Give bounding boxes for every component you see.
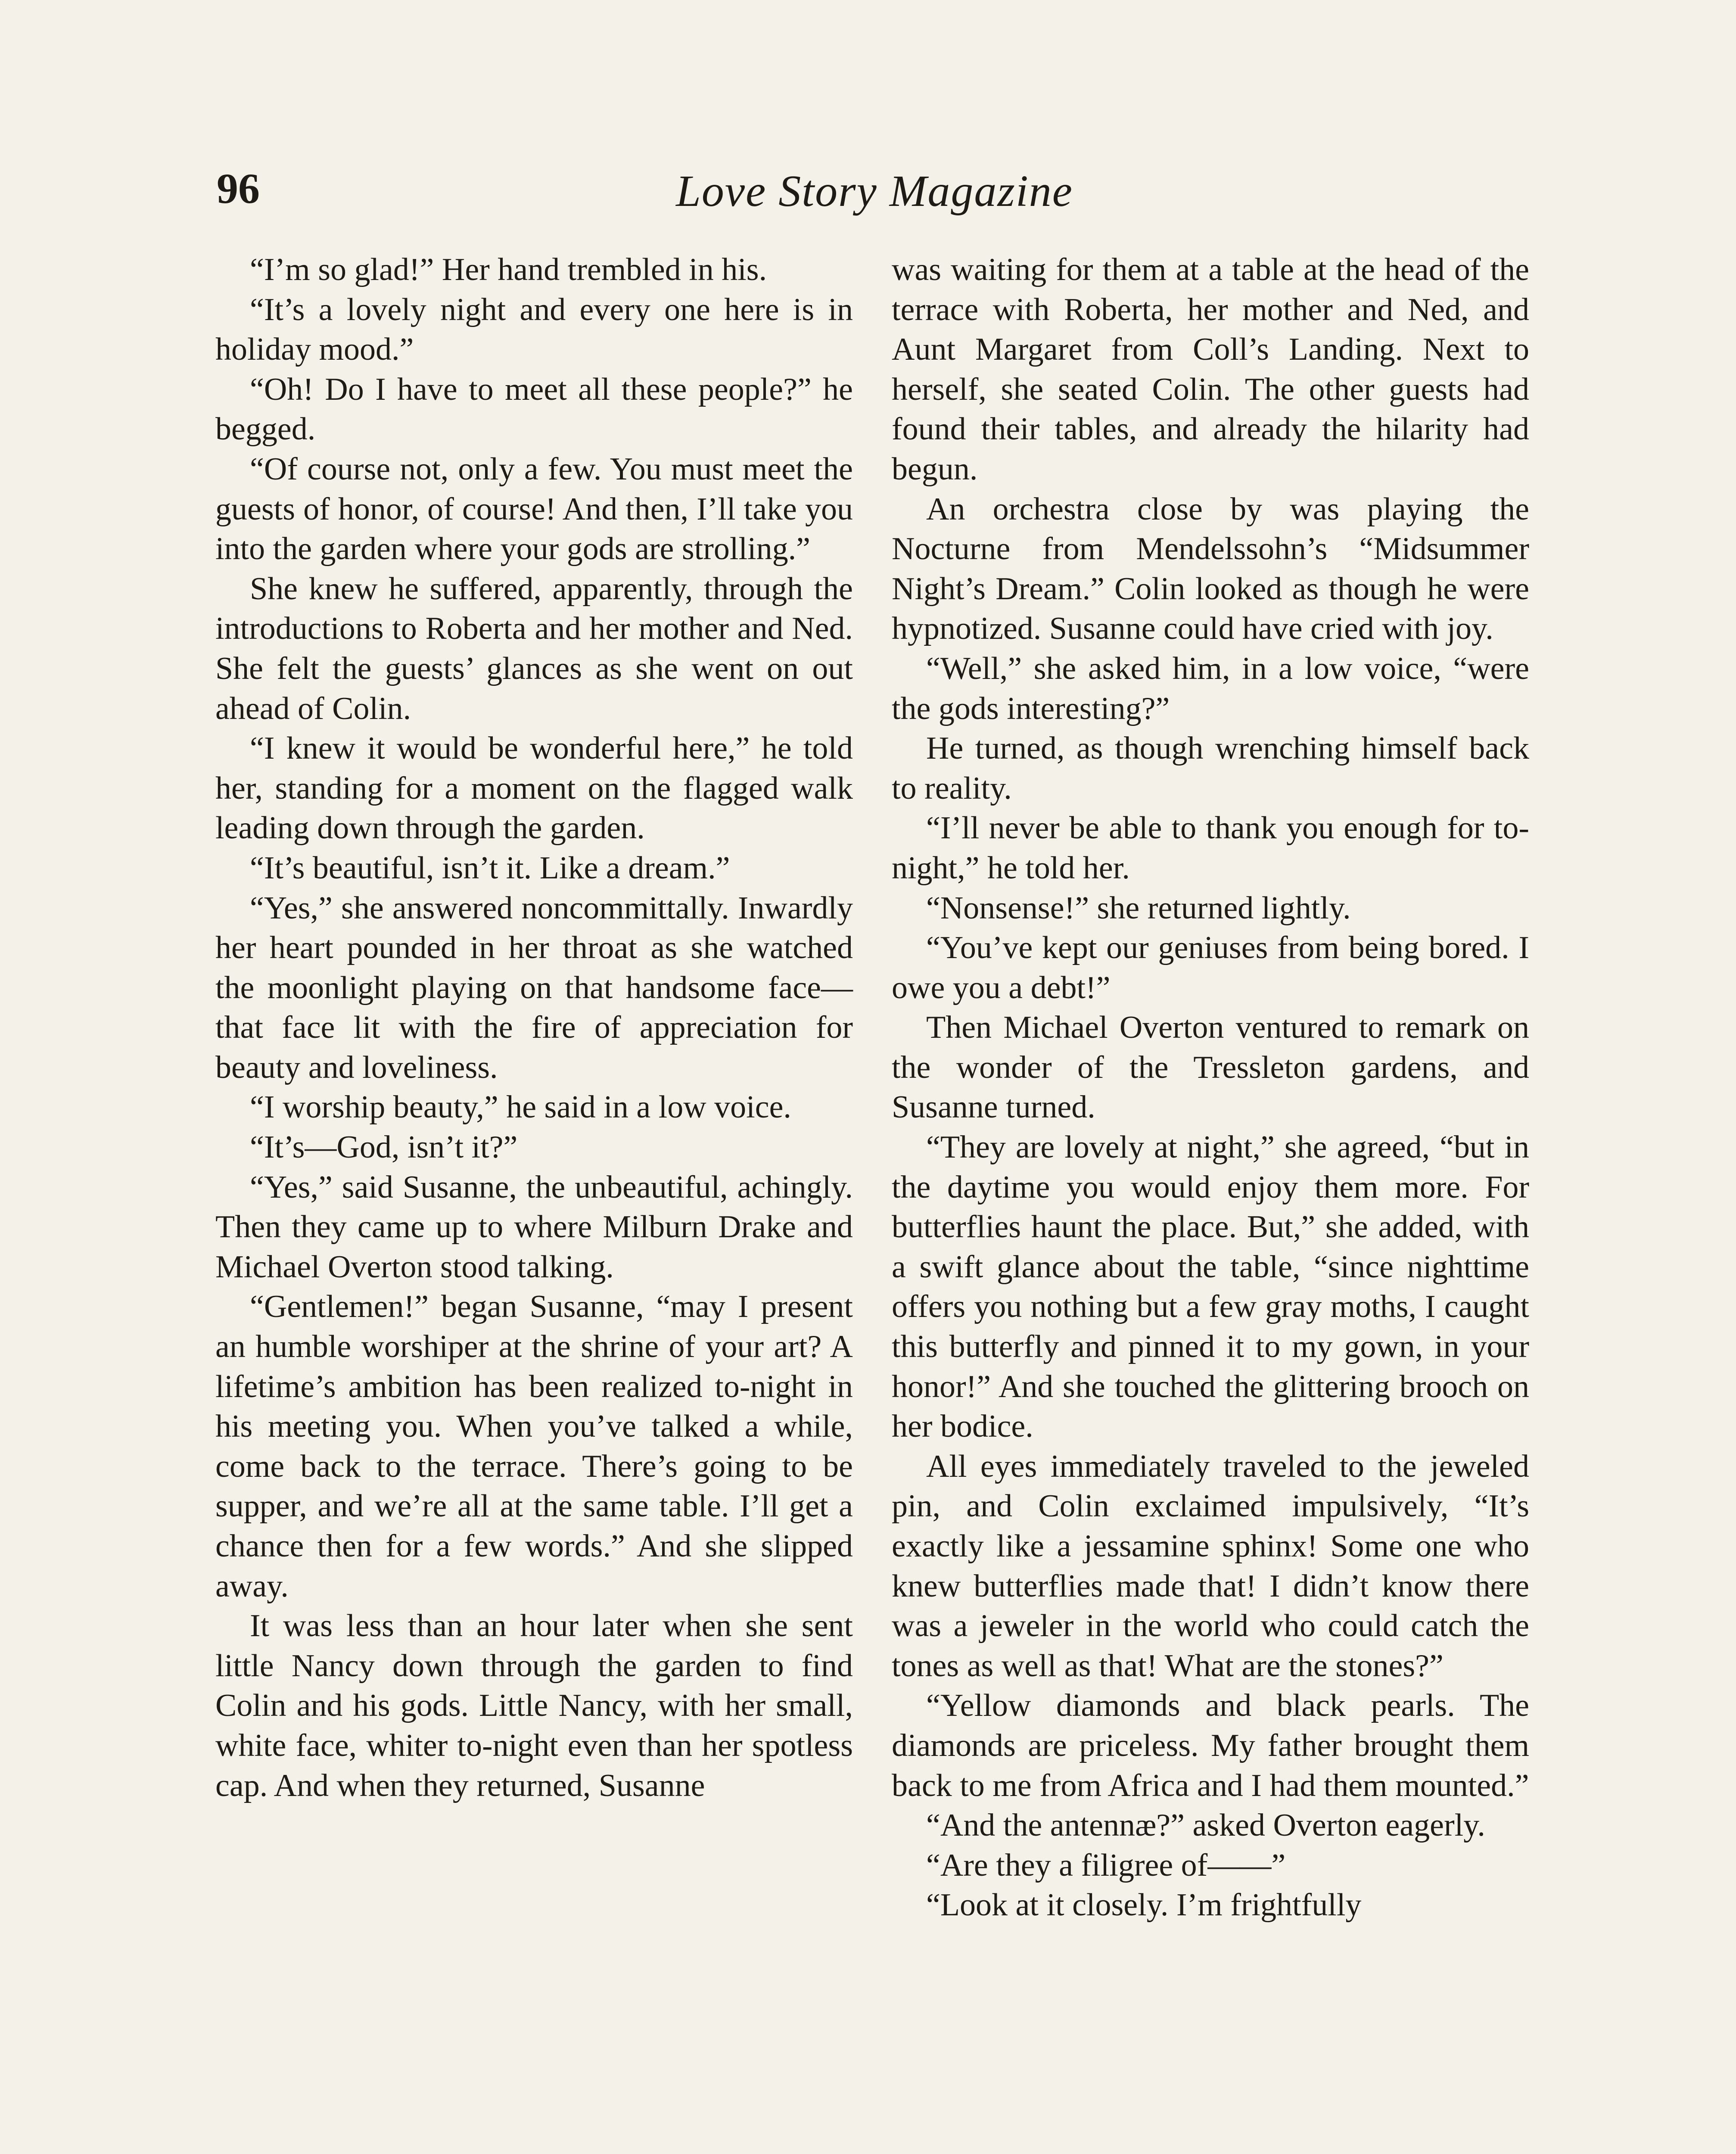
paragraph: Then Michael Overton ventured to remark on the wonder of the Tressleton gardens, and Susanne turned. xyxy=(892,1010,1529,1125)
paragraph: “I worship beauty,” he said in a low voice. xyxy=(250,1089,791,1125)
paragraph: “I’m so glad!” Her hand trembled in his. xyxy=(250,252,767,287)
paragraph: “I knew it would be wonderful here,” he told her, standing for a moment on the flagged walk leading down through the garden. xyxy=(215,731,853,846)
paragraph: was waiting for them at a table at the head of the terrace with Roberta, her mother and Ned, and Aunt Margaret from Coll’s Landing. Next to herself, she seated Colin. The other guests had found their tables, and already the hilarity had begun. xyxy=(892,252,1529,487)
paragraph: He turned, as though wrenching himself back to reality. xyxy=(892,731,1529,806)
paragraph: “It’s—God, isn’t it?” xyxy=(250,1130,518,1165)
page-number: 96 xyxy=(217,165,260,212)
magazine-title: Love Story Magazine xyxy=(676,166,1073,216)
paragraph: She knew he suffered, apparently, through the introductions to Roberta and her mother and Ned. She felt the guests’ glances as she went on out ahead of Colin. xyxy=(215,571,853,726)
paragraph: “Of course not, only a few. You must meet the guests of honor, of course! And then, I’ll take you into the garden where your gods are strolling.” xyxy=(215,451,853,567)
paragraph: “Well,” she asked him, in a low voice, “were the gods interesting?” xyxy=(892,651,1529,726)
paragraph: “It’s a lovely night and every one here is in holiday mood.” xyxy=(215,292,853,367)
paragraph: “Yes,” said Susanne, the unbeautiful, achingly. Then they came up to where Milburn Drake and Michael Overton stood talking. xyxy=(215,1169,853,1285)
paragraph: “Nonsense!” she returned lightly. xyxy=(926,890,1351,926)
paragraph: “Yes,” she answered noncommittally. Inwardly her heart pounded in her throat as she watched the moonlight playing on that handsome face—that face lit with the fire of appreciation for beauty and loveliness. xyxy=(215,890,853,1085)
paragraph: All eyes immediately traveled to the jeweled pin, and Colin exclaimed impulsively, “It’s exactly like a jessamine sphinx! Some one who knew butterflies made that! I didn’t know there was a jeweler in the world who could catch the tones as well as that! What are the stones?” xyxy=(892,1448,1529,1684)
paragraph: “Yellow diamonds and black pearls. The diamonds are priceless. My father brought them back to me from Africa and I had them mounted.” xyxy=(892,1688,1529,1803)
paragraph: “It’s beautiful, isn’t it. Like a dream.” xyxy=(250,850,730,886)
paragraph: “I’ll never be able to thank you enough for to-night,” he told her. xyxy=(892,810,1529,886)
paragraph: “Are they a filigree of——” xyxy=(926,1847,1286,1883)
right-column xyxy=(892,250,1529,1925)
paragraph: An orchestra close by was playing the Nocturne from Mendelssohn’s “Midsummer Night’s Dream.” Colin looked as though he were hypnotized. Susanne could have cried with joy. xyxy=(892,491,1529,647)
left-column xyxy=(215,250,853,1805)
paragraph: “And the antennæ?” asked Overton eagerly. xyxy=(926,1808,1485,1843)
paragraph: “You’ve kept our geniuses from being bored. I owe you a debt!” xyxy=(892,930,1529,1005)
paragraph: “Gentlemen!” began Susanne, “may I present an humble worshiper at the shrine of your art? A lifetime’s ambition has been realized to-night in his meeting you. When you’ve talked a while, come back to the terrace. There’s going to be supper, and we’re all at the same table. I’ll get a chance then for a few words.” And she slipped away. xyxy=(215,1289,853,1604)
paragraph: “Look at it closely. I’m frightfully xyxy=(926,1887,1362,1923)
paragraph: “Oh! Do I have to meet all these people?” he begged. xyxy=(215,371,853,447)
paragraph: “They are lovely at night,” she agreed, “but in the daytime you would enjoy them more. For butterflies haunt the place. But,” she added, with a swift glance about the table, “since nighttime offers you nothing but a few gray moths, I caught this butterfly and pinned it to my gown, in your honor!” And she touched the glittering brooch on her bodice. xyxy=(892,1130,1529,1444)
paragraph: It was less than an hour later when she sent little Nancy down through the garden to find Colin and his gods. Little Nancy, with her small, white face, whiter to-night even than her spotless cap. And when they returned, Susanne xyxy=(215,1608,853,1803)
